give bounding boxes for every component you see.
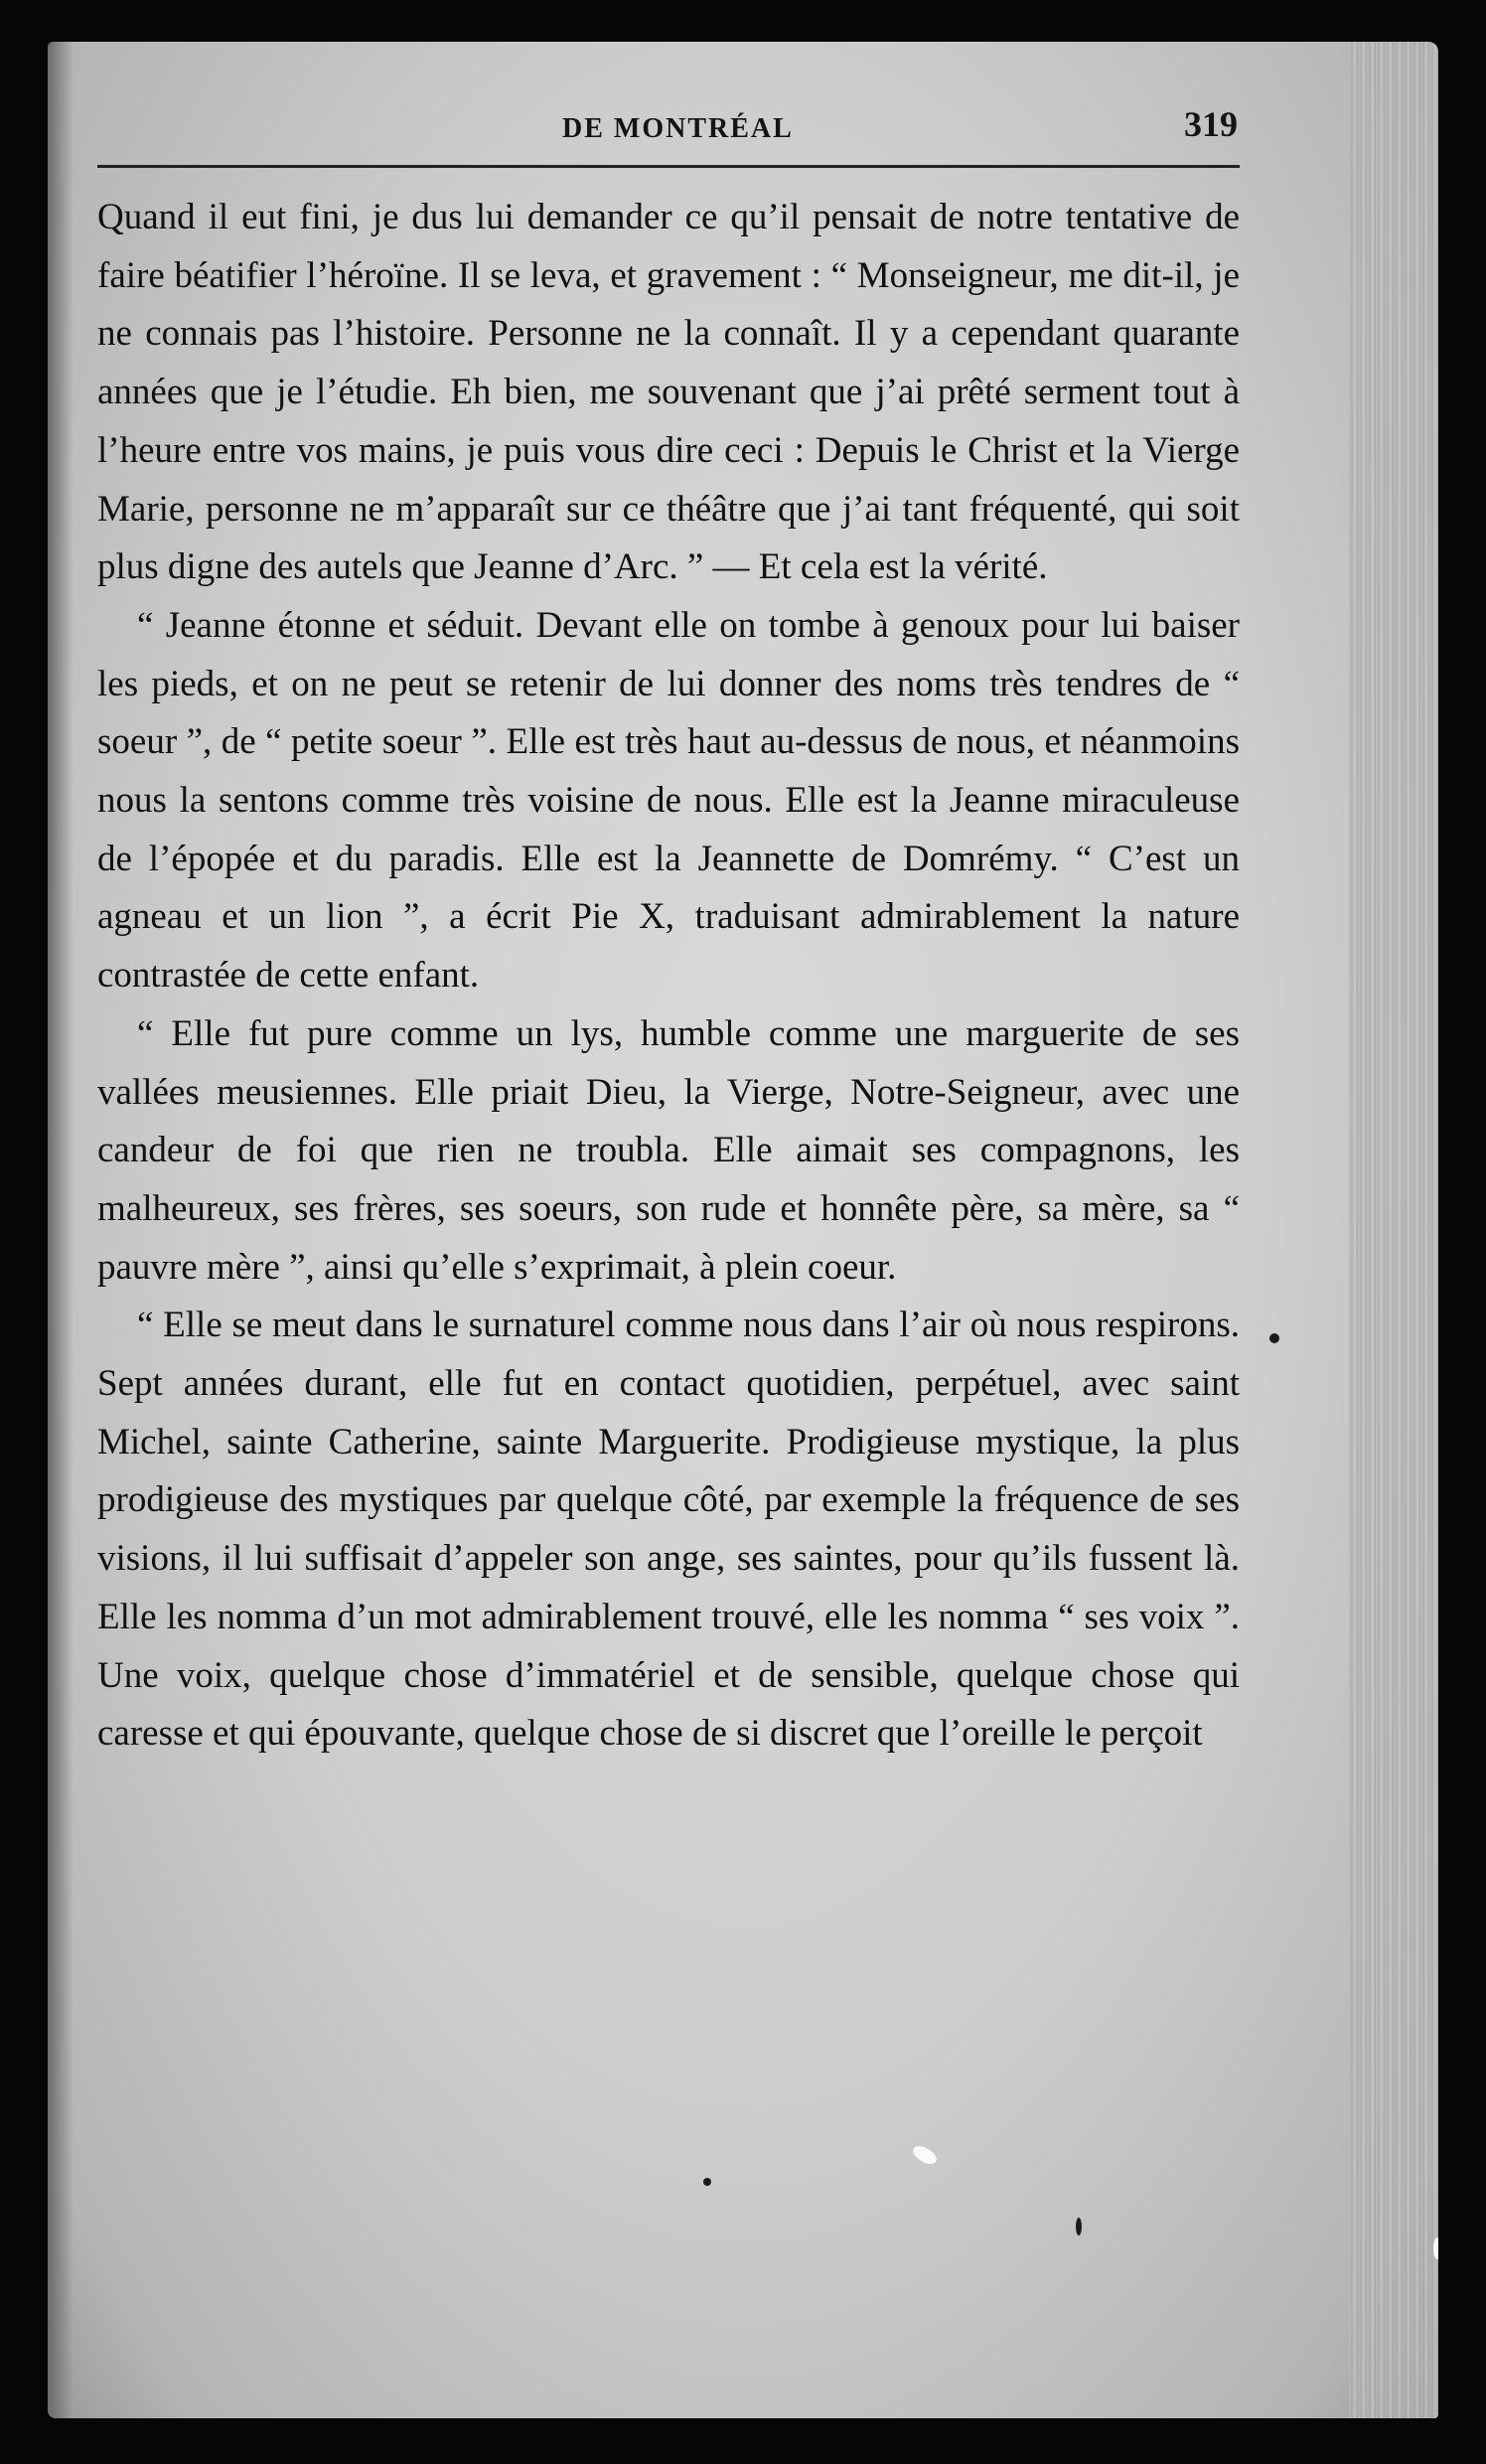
paragraph-2: “ Jeanne étonne et séduit. Devant elle on tombe à genoux pour lui baiser les pieds, et on ne peut se retenir de lui donner des noms très tendres de “ soeur ”, de “ petite soeur ”. Elle est très haut au-dessus de nous, et néanmoins nous la sentons comme très voisine de nous. Elle est la Jeanne miraculeuse de l’épopée et du paradis. Elle est la Jeannette de Domrémy. “ C’est un agneau et un lion ”, a écrit Pie X, traduisant admirablement la nature contrastée de cette enfant. bbox=[97, 604, 1240, 997]
book-page bbox=[48, 42, 1438, 2418]
page-header bbox=[95, 97, 1238, 157]
binding-shadow bbox=[48, 42, 74, 2418]
page-edges bbox=[1349, 42, 1438, 2418]
header-rule bbox=[97, 165, 1240, 168]
scan-speck bbox=[703, 2178, 711, 2186]
page-number: 319 bbox=[1184, 104, 1238, 144]
paragraph-3: “ Elle fut pure comme un lys, humble comme une marguerite de ses vallées meusiennes. Elle priait Dieu, la Vierge, Notre-Seigneur, avec une candeur de foi que rien ne troubla. Elle aimait ses compagnons, les malheureux, ses frères, ses soeurs, son rude et honnête père, sa mère, sa “ pauvre mère ”, ainsi qu’elle s’exprimait, à plein coeur. bbox=[97, 1012, 1240, 1288]
scan-speck bbox=[1076, 2218, 1082, 2235]
scan-speck bbox=[910, 2142, 940, 2167]
scan-speck bbox=[1269, 1333, 1279, 1343]
paragraph-1: Quand il eut fini, je dus lui demander ce qu’il pensait de notre tentative de faire béatifier l’héroïne. Il se leva, et gravement : “ Monseigneur, me dit-il, je ne connais pas l’histoire. Personne ne la connaît. Il y a cependant quarante années que je l’étudie. Eh bien, me souvenant que j’ai prêté serment tout à l’heure entre vos mains, je puis vous dire ceci : Depuis le Christ et la Vierge Marie, personne ne m’apparaît sur ce théâtre que j’ai tant fréquenté, qui soit plus digne des autels que Jeanne d’Arc. ” — Et cela est la vérité. bbox=[97, 197, 1240, 588]
running-head: DE MONTRÉAL bbox=[562, 113, 794, 144]
scan-speck bbox=[1433, 2237, 1438, 2259]
body-text bbox=[97, 189, 1240, 1764]
paragraph-4: “ Elle se meut dans le surnaturel comme nous dans l’air où nous respirons. Sept années durant, elle fut en contact quotidien, perpétuel, avec saint Michel, sainte Catherine, sainte Marguerite. Prodigieuse mystique, la plus prodigieuse des mystiques par quelque côté, par exemple la fréquence de ses visions, il lui suffisait d’appeler son ange, ses saintes, pour qu’ils fussent là. Elle les nomma d’un mot admirablement trouvé, elle les nomma “ ses voix ”. Une voix, quelque chose d’immatériel et de sensible, quelque chose qui caresse et qui épouvante, quelque chose de si discret que l’oreille le perçoit bbox=[97, 1305, 1240, 1755]
